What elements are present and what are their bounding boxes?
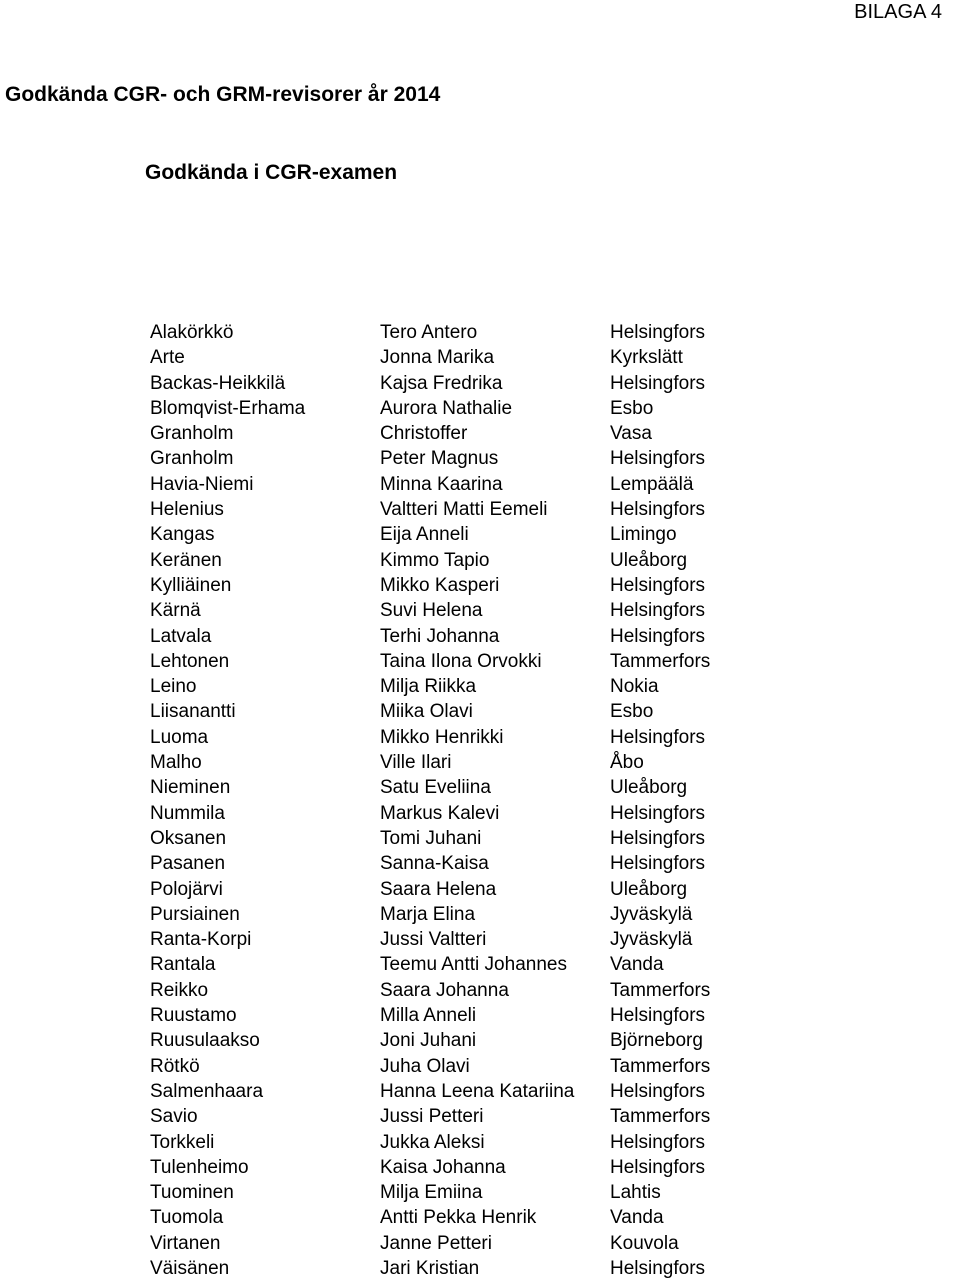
city: Jyväskylä xyxy=(610,929,693,951)
given-names: Peter Magnus xyxy=(380,448,499,470)
surname: Väisänen xyxy=(150,1257,230,1279)
given-names: Milja Emiina xyxy=(380,1182,483,1204)
surname: Keränen xyxy=(150,549,222,571)
surname: Rötkö xyxy=(150,1055,200,1077)
city: Tammerfors xyxy=(610,1055,711,1077)
given-names: Jussi Petteri xyxy=(380,1106,484,1128)
given-names: Miika Olavi xyxy=(380,701,473,723)
surname: Savio xyxy=(150,1106,198,1128)
surname: Latvala xyxy=(150,625,212,647)
list-item xyxy=(0,775,960,800)
surname: Salmenhaara xyxy=(150,1080,264,1102)
surname: Ranta-Korpi xyxy=(150,929,252,951)
city: Helsingfors xyxy=(610,372,706,394)
surname: Pursiainen xyxy=(150,903,240,925)
list-item xyxy=(0,1028,960,1053)
surname: Alakörkkö xyxy=(150,322,234,343)
city: Lempäälä xyxy=(610,473,694,495)
city: Kouvola xyxy=(610,1232,679,1254)
surname: Lehtonen xyxy=(150,650,230,672)
city: Helsingfors xyxy=(610,726,706,748)
surname: Luoma xyxy=(150,726,209,748)
surname: Arte xyxy=(150,347,185,369)
given-names: Mikko Henrikki xyxy=(380,726,504,748)
surname: Blomqvist-Erhama xyxy=(150,397,306,419)
surname: Nummila xyxy=(150,802,225,824)
surname: Ruusulaakso xyxy=(150,1030,260,1052)
city: Vasa xyxy=(610,423,652,445)
surname: Virtanen xyxy=(150,1232,221,1254)
city: Uleåborg xyxy=(610,777,688,799)
list-item xyxy=(0,1180,960,1205)
surname: Nieminen xyxy=(150,777,231,799)
list-item xyxy=(0,952,960,977)
list-item xyxy=(0,927,960,952)
city: Helsingfors xyxy=(610,853,706,875)
list-item xyxy=(0,877,960,902)
list-item xyxy=(0,649,960,674)
approved-auditors-list xyxy=(0,320,960,1281)
list-item xyxy=(0,725,960,750)
list-item xyxy=(0,699,960,724)
city: Tammerfors xyxy=(610,650,711,672)
list-item xyxy=(0,396,960,421)
city: Tammerfors xyxy=(610,1106,711,1128)
city: Helsingfors xyxy=(610,1257,706,1279)
given-names: Tero Antero xyxy=(380,322,478,343)
given-names: Satu Eveliina xyxy=(380,777,491,799)
city: Helsingfors xyxy=(610,322,706,343)
section-title: Godkända i CGR-examen xyxy=(145,161,398,185)
city: Åbo xyxy=(610,752,644,774)
given-names: Jonna Marika xyxy=(380,347,495,369)
surname: Liisanantti xyxy=(150,701,236,723)
list-item xyxy=(0,345,960,370)
city: Helsingfors xyxy=(610,574,706,596)
given-names: Saara Johanna xyxy=(380,979,509,1001)
list-item xyxy=(0,1205,960,1230)
list-item xyxy=(0,851,960,876)
appendix-label: BILAGA 4 xyxy=(854,1,942,23)
given-names: Taina Ilona Orvokki xyxy=(380,650,542,672)
surname: Rantala xyxy=(150,954,216,976)
surname: Torkkeli xyxy=(150,1131,215,1153)
surname: Helenius xyxy=(150,499,224,521)
city: Uleåborg xyxy=(610,549,688,571)
city: Uleåborg xyxy=(610,878,688,900)
surname: Pasanen xyxy=(150,853,226,875)
given-names: Valtteri Matti Eemeli xyxy=(380,499,548,521)
city: Vanda xyxy=(610,1207,664,1229)
given-names: Kimmo Tapio xyxy=(380,549,490,571)
list-item xyxy=(0,573,960,598)
list-item xyxy=(0,1054,960,1079)
surname: Polojärvi xyxy=(150,878,223,900)
given-names: Janne Petteri xyxy=(380,1232,492,1254)
list-item xyxy=(0,1003,960,1028)
list-item xyxy=(0,371,960,396)
surname: Backas-Heikkilä xyxy=(150,372,286,394)
list-item xyxy=(0,598,960,623)
city: Lahtis xyxy=(610,1182,661,1204)
list-item xyxy=(0,750,960,775)
given-names: Kaisa Johanna xyxy=(380,1156,506,1178)
list-item xyxy=(0,801,960,826)
city: Helsingfors xyxy=(610,1156,706,1178)
city: Helsingfors xyxy=(610,1005,706,1027)
given-names: Minna Kaarina xyxy=(380,473,503,495)
given-names: Jari Kristian xyxy=(380,1257,480,1279)
city: Helsingfors xyxy=(610,1080,706,1102)
given-names: Markus Kalevi xyxy=(380,802,500,824)
city: Björneborg xyxy=(610,1030,703,1052)
list-item xyxy=(0,421,960,446)
given-names: Hanna Leena Katariina xyxy=(380,1080,575,1102)
city: Jyväskylä xyxy=(610,903,693,925)
given-names: Kajsa Fredrika xyxy=(380,372,503,394)
list-item xyxy=(0,1155,960,1180)
surname: Leino xyxy=(150,676,197,698)
list-item xyxy=(0,1231,960,1256)
surname: Oksanen xyxy=(150,827,227,849)
list-item xyxy=(0,1256,960,1281)
given-names: Eija Anneli xyxy=(380,524,469,546)
given-names: Antti Pekka Henrik xyxy=(380,1207,537,1229)
surname: Granholm xyxy=(150,448,234,470)
list-item xyxy=(0,1104,960,1129)
given-names: Christoffer xyxy=(380,423,468,445)
list-item xyxy=(0,978,960,1003)
city: Kyrkslätt xyxy=(610,347,683,369)
city: Helsingfors xyxy=(610,625,706,647)
surname: Ruustamo xyxy=(150,1005,237,1027)
list-item xyxy=(0,472,960,497)
surname: Granholm xyxy=(150,423,234,445)
given-names: Saara Helena xyxy=(380,878,497,900)
surname: Kärnä xyxy=(150,600,201,622)
surname: Tuomola xyxy=(150,1207,224,1229)
given-names: Tomi Juhani xyxy=(380,827,482,849)
surname: Kangas xyxy=(150,524,215,546)
given-names: Joni Juhani xyxy=(380,1030,477,1052)
given-names: Milja Riikka xyxy=(380,676,477,698)
given-names: Juha Olavi xyxy=(380,1055,470,1077)
surname: Malho xyxy=(150,752,202,774)
city: Esbo xyxy=(610,397,654,419)
list-item xyxy=(0,497,960,522)
given-names: Jukka Aleksi xyxy=(380,1131,485,1153)
given-names: Marja Elina xyxy=(380,903,476,925)
given-names: Mikko Kasperi xyxy=(380,574,500,596)
city: Limingo xyxy=(610,524,677,546)
document-title: Godkända CGR- och GRM-revisorer år 2014 xyxy=(5,83,441,107)
surname: Tulenheimo xyxy=(150,1156,249,1178)
list-item xyxy=(0,826,960,851)
given-names: Aurora Nathalie xyxy=(380,397,513,419)
given-names: Suvi Helena xyxy=(380,600,483,622)
surname: Havia-Niemi xyxy=(150,473,254,495)
list-item xyxy=(0,320,960,345)
list-item xyxy=(0,446,960,471)
list-item xyxy=(0,624,960,649)
city: Helsingfors xyxy=(610,802,706,824)
city: Tammerfors xyxy=(610,979,711,1001)
list-item xyxy=(0,674,960,699)
city: Nokia xyxy=(610,676,659,698)
given-names: Milla Anneli xyxy=(380,1005,477,1027)
surname: Kylliäinen xyxy=(150,574,232,596)
list-item xyxy=(0,1130,960,1155)
city: Helsingfors xyxy=(610,827,706,849)
list-item xyxy=(0,522,960,547)
surname: Reikko xyxy=(150,979,209,1001)
given-names: Teemu Antti Johannes xyxy=(380,954,567,976)
city: Vanda xyxy=(610,954,664,976)
city: Esbo xyxy=(610,701,654,723)
city: Helsingfors xyxy=(610,448,706,470)
given-names: Terhi Johanna xyxy=(380,625,500,647)
given-names: Ville Ilari xyxy=(380,752,452,774)
city: Helsingfors xyxy=(610,600,706,622)
given-names: Jussi Valtteri xyxy=(380,929,487,951)
list-item xyxy=(0,548,960,573)
city: Helsingfors xyxy=(610,499,706,521)
list-item xyxy=(0,1079,960,1104)
given-names: Sanna-Kaisa xyxy=(380,853,489,875)
city: Helsingfors xyxy=(610,1131,706,1153)
surname: Tuominen xyxy=(150,1182,234,1204)
list-item xyxy=(0,902,960,927)
